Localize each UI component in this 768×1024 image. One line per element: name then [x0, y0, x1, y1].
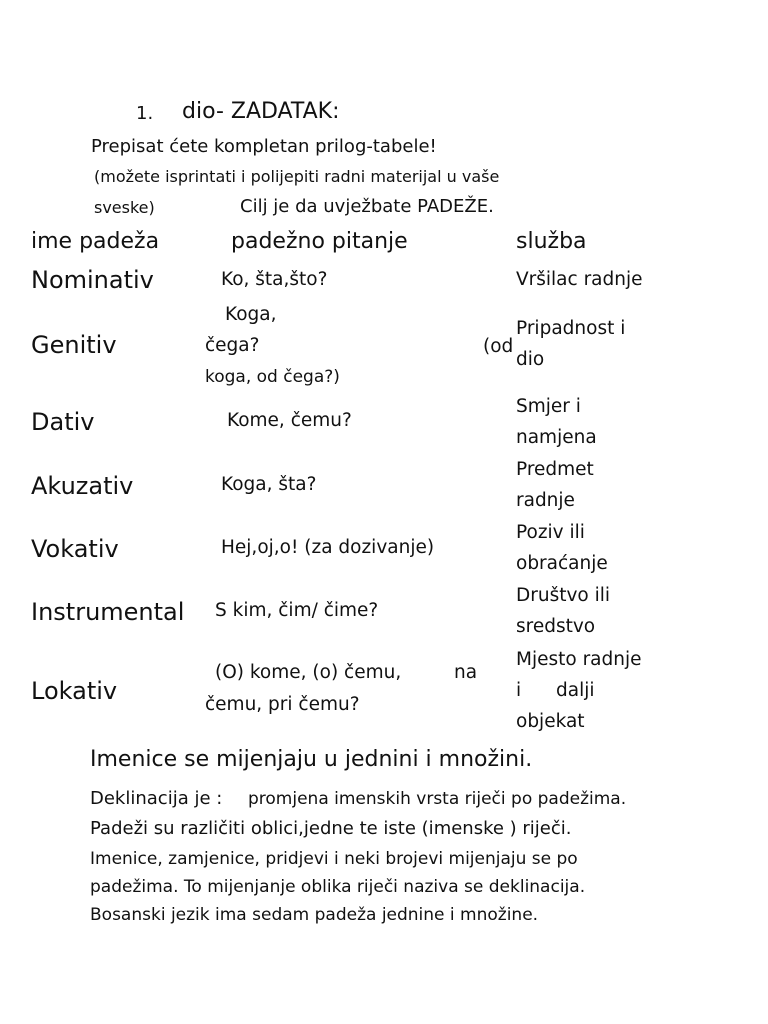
case-function: sredstvo	[516, 616, 596, 637]
case-function: dalji	[556, 680, 595, 701]
notes-line-2: Padeži su različiti oblici,jedne te iste (imenske ) riječi.	[90, 818, 572, 839]
case-name: Instrumental	[31, 598, 185, 626]
case-function: radnje	[516, 490, 575, 511]
case-name: Dativ	[31, 408, 95, 436]
notes-line-1b: promjena imenskih vrsta riječi po padežima.	[248, 789, 627, 809]
case-function: Vršilac radnje	[516, 269, 643, 290]
notes-main: Imenice se mijenjaju u jednini i množini.	[90, 747, 533, 772]
case-question: na	[454, 662, 478, 683]
case-function: obraćanje	[516, 553, 608, 574]
task-number: 1.	[136, 103, 154, 124]
case-function: Smjer i	[516, 396, 581, 417]
case-question: čemu, pri čemu?	[205, 694, 360, 715]
intro-line-2: (možete isprintati i polijepiti radni materijal u vaše	[94, 167, 500, 186]
case-question: čega?	[205, 335, 260, 356]
intro-line-3a: sveske)	[94, 198, 155, 217]
case-question: Koga,	[225, 304, 277, 325]
case-name: Genitiv	[31, 331, 117, 359]
case-question: (od	[483, 336, 514, 357]
notes-line-4: padežima. To mijenjanje oblika riječi naziva se deklinacija.	[90, 877, 586, 897]
header-case: ime padeža	[31, 229, 160, 254]
intro-line-1: Prepisat ćete kompletan prilog-tabele!	[91, 136, 437, 157]
case-question: Koga, šta?	[221, 474, 317, 495]
case-question: Kome, čemu?	[227, 410, 352, 431]
header-question: padežno pitanje	[231, 229, 408, 254]
case-name: Akuzativ	[31, 472, 134, 500]
notes-line-5: Bosanski jezik ima sedam padeža jednine i množine.	[90, 905, 539, 925]
case-function: Društvo ili	[516, 585, 611, 606]
case-question: Ko, šta,što?	[221, 269, 328, 290]
case-question: (O) kome, (o) čemu,	[215, 662, 402, 683]
case-question: S kim, čim/ čime?	[215, 600, 379, 621]
case-function: Mjesto radnje	[516, 649, 642, 670]
notes-line-1a: Deklinacija je :	[90, 788, 223, 809]
case-name: Nominativ	[31, 266, 154, 294]
case-function: Poziv ili	[516, 522, 585, 543]
case-function: objekat	[516, 711, 585, 732]
case-function: dio	[516, 349, 545, 370]
header-function: služba	[516, 229, 587, 254]
case-question: Hej,oj,o! (za dozivanje)	[221, 537, 435, 558]
intro-line-3b: Cilj je da uvježbate PADEŽE.	[240, 196, 494, 217]
notes-line-3: Imenice, zamjenice, pridjevi i neki brojevi mijenjaju se po	[90, 849, 578, 869]
case-function: namjena	[516, 427, 597, 448]
task-title: dio- ZADATAK:	[182, 99, 340, 124]
case-function: i	[516, 680, 522, 701]
case-name: Vokativ	[31, 535, 119, 563]
case-name: Lokativ	[31, 677, 118, 705]
case-function: Predmet	[516, 459, 594, 480]
case-question: koga, od čega?)	[205, 367, 340, 387]
case-function: Pripadnost i	[516, 318, 626, 339]
